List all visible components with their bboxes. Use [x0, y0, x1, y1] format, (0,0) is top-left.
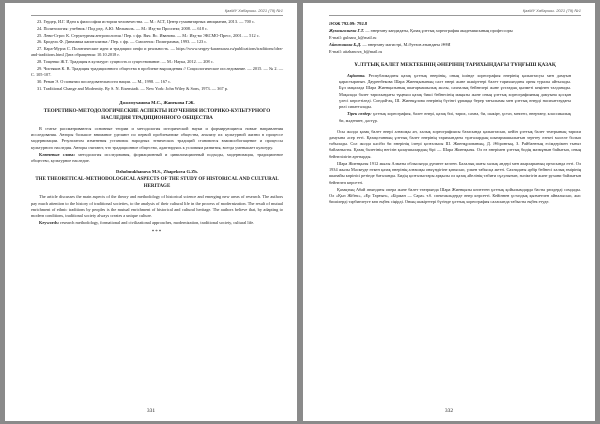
author-entry	[329, 42, 581, 48]
keywords-label: Keywords:	[39, 220, 60, 226]
reference-item: 27. Кара-Мурза С. Политические идеи и традиции: инфо и реальность. — https://www.sergey-karamurza.ru/publications/traditions/idea-and-traditions.html Дата обращения: 10.10.2018 г.	[31, 46, 283, 58]
abstract-text: Республикадағы қазақ ұлттық өнерінің, оның ішінде хореография өнерінің қалыптасуы мен дамуын қарастыратын. Дауренбекова Шара Жиенқызының салт өнері және шәкірттері балет тарихындағы орны туралы айтылады. Бұл мақалада Шара Жиенқызының шығармашылық жолы, сахналық бейнелері және ұстаздық қызметі кеңінен талданады. Мақалада балет тарихындағы тұңғыш қазақ биші бейнесінің маңызы және оның ұлттық хореографияның дамуына қосқан үлесі көрсетіледі. Сондай-ақ, Ш. Жиенқұлова өнерінің бүгінгі ұрпаққа берер тағылымы мен ұлттық өнерді насихаттаудағы рөлі сипатталады.	[339, 73, 571, 110]
reference-list	[31, 19, 283, 92]
reference-item: 25. Леви-Строс К. Структурная антропология / Пер. с фр. Вяч. Вс. Иванова. — М.: Изд-во ЭКСМО-Пресс, 2001. — 512 с.	[37, 32, 260, 38]
article-title: Ұ.ЛТТЫҚ БАЛЕТ МЕКТЕБІНІҢ ӘНЕРІНІҢ ТАРИХЫНДАҒЫ ТҰҢҒЫШ ҚАЗАҚ	[354, 61, 556, 68]
reference-item: 29. Чистяков К. В. Традиция традиционного общества в проблеме вырождения // Социологическое исследование. — 2015. — № 2. — С. 105-107.	[31, 66, 283, 78]
author-email: E-mail: aitzhanova_b@mail.ru	[329, 48, 383, 54]
body-paragraph: Осы жолда қазақ балет өнері алғашқы ән, халық хореографиясы базасында қалыптасып, кейін ұлттық балет театрының тарихи дамуына әсер етті. Қазақстанның ұлттық балет өнерінің тарихындағы тұлғалардың шығармашылығын зерттеу өзекті мәселе болып табылады. Сол жолда кәсіби би өнерінің ілгері қозғалысы Ш. Жиенқұлованың, Д. Әбіровтың, З. Райбаевтың есімдерімен тығыз байланысты. Қазақ балетінің негізін қалаушылардың бірі — Шара Жиенқызы. Ол өз өнерімен ұлттық бидің мазмұнын байытып, оның бейнелілігін арттырды.	[329, 128, 581, 159]
article-title-ru: ТЕОРЕТИКО-МЕТОДОЛОГИЧЕСКИЕ АСПЕКТЫ ИЗУЧЕНИЯ ИСТОРИКО-КУЛЬТУРНОГО НАСЛЕДИЯ ТРАДИЦИОННОГО ОБЩЕСТВА	[43, 107, 271, 121]
keywords	[339, 111, 571, 123]
keywords-en	[31, 220, 283, 226]
keywords-text: research methodology, formational and civilizational approaches, modernization, traditional society, cultural life.	[60, 220, 255, 226]
abstract-en: The article discusses the main aspects of the theory and methodology of historical science and emerging new areas of research. The authors pay much attention to the history of traditional societies, to the analysis of their cultural life in the process of modernization. The result of mutual enrichment of ethnic traditions by peoples is the mutual enrichment of historical and cultural heritage. The authors believe that, by adapting to modern conditions, traditional society always creates a unique culture.	[31, 194, 283, 218]
page-content	[329, 19, 581, 401]
author-names-en: Dzholmukhanova M.S., Zhapekova G.Zh.	[116, 169, 198, 175]
reference-item: 31. Traditional Change and Modernity. By S. N. Eisenstadt. — New York: John Wiley & Sons, 1973. — 367 р.	[37, 85, 228, 91]
author-entry	[329, 28, 581, 34]
author-email: E-mail: gulnara_k@mail.ru	[329, 35, 377, 41]
keywords-ru	[31, 152, 283, 164]
keywords-text: ұлттық хореография, балет өнері, қазақ биі, тарих, сахна, би, шәкірт, ұстаз, мектеп, өнертану, классикалық би, мәдениет, дәстүр.	[339, 111, 572, 123]
reference-item: 24. Политология: учебник / Под ред. А.Ю. Мельвиль. — М.: Изд-во Проспект, 2008. — 618 с.	[37, 25, 208, 31]
author-affiliation: — өнертану магистрі, М.Әуезов атындағы ӘӨИ	[362, 41, 451, 47]
keywords-text: методология исследования, формационный и цивилизационный подходы, модернизация, традиционное общество, культурное наследие.	[31, 151, 283, 163]
header-divider	[329, 15, 581, 16]
keywords-label: Ключевые слова:	[39, 151, 76, 157]
udc-code: ӘОЖ 792.09: 792.8	[329, 21, 368, 26]
running-head: ҚазМУ Хабаршы. 2021 (79) №1	[224, 8, 283, 13]
abstract	[339, 73, 571, 110]
right-page	[303, 3, 595, 421]
keywords-label: Тірек сөздер:	[347, 111, 372, 117]
author-name: Жумангалиева Г.Т.	[329, 28, 365, 34]
page-content	[31, 19, 283, 401]
reference-item: 30. Ренан Э. О понятии последовательности нации. — М., 1998. — 167 с.	[37, 79, 172, 85]
body-paragraph: Қазақтың Абай атындағы опера және балет театрында Шара Жиенқызы көптеген ұлттық қойылымдарда басты рөлдерді сомдады. Ол «Қыз Жібек», «Ер Тарғын», «Біржан — Сара» т.б. спектакльдерде өнер көрсетті. Кейіннен ұстаздық қызметпен айналысып, жас бишілерді тәрбиелеуге көп еңбек сіңірді. Оның шәкірттері бүгінде ұлттық хореография саласында табысты еңбек етуде.	[329, 186, 581, 205]
abstract-block	[329, 73, 581, 124]
reference-item: 26. Бродель Ф. Динамика капитализма / Пер. с фр. — Смоленск: Полиграмма, 1993. — 123 с.	[37, 39, 208, 45]
reference-item: 23. Гердер, И.Г. Идеи к философии истории человечества. — М.: АСТ, Центр гуманитарных инициатив, 2013. — 700 с.	[37, 19, 255, 24]
abstract-label: Аңдатпа.	[347, 73, 366, 79]
body-paragraph: Шара Жиенқызы 1912 жылы Алматы облысында дүниеге келген. Балалық шағы халық әндері мен жырларының ортасында өтті. Ол 1934 жылы Мәскеуде өткен қазақ өнерінің алғашқы онкүндігіне қатысып, үлкен табысқа жетті. Сахнадағы әрбір бейнесі халық өмірінің шынайы көрінісі ретінде бағаланды. Бидің қозғалыстары арқылы ол қазақ әйелінің табиғи сұлулығын, нәзіктігін және рухани байлығын бейнелеп көрсетті.	[329, 160, 581, 185]
page-number: 332	[444, 408, 454, 414]
running-head: ҚазМУ Хабаршы. 2021 (79) №1	[522, 8, 581, 13]
section-separator: ***	[151, 230, 163, 236]
author-names-ru: Джолмуханова М.С., Жапекова Г.Ж.	[119, 100, 195, 106]
reference-item: 28. Тощенко Ж.Т. Традиция в культуре: сущность и существование. — М.: Наука, 2012. — 208 с.	[37, 59, 214, 65]
article-body	[329, 129, 581, 206]
abstract-ru: В статье рассматриваются основные теории и методология исторической науки и формирующиеся новые направления исследования. Авторы большое внимание уделяют по первой проблематике общества, анализу их культурной жизни в процессе модернизации. Результатом изменения установок народных этнических традиций становится взаимообогащение и процессы культурного наследия. Авторы считают, что традиционное общество, адаптируясь к условиям развития, всегда уменьшает культуру.	[31, 125, 283, 150]
author-name: Айтжанова Б.Д.	[329, 41, 362, 47]
article-title-en: THE THEORETICAL-METHODOLOGICAL ASPECTS OF THE STUDY OF HISTORICAL AND CULTURAL HERITAGE	[35, 176, 279, 189]
author-affiliation: — өнертану кандидаты, Қазақ ұлттық хореография академиясының профессоры	[365, 28, 513, 34]
left-page	[5, 3, 297, 421]
header-divider	[31, 15, 283, 16]
page-number: 331	[146, 408, 156, 414]
